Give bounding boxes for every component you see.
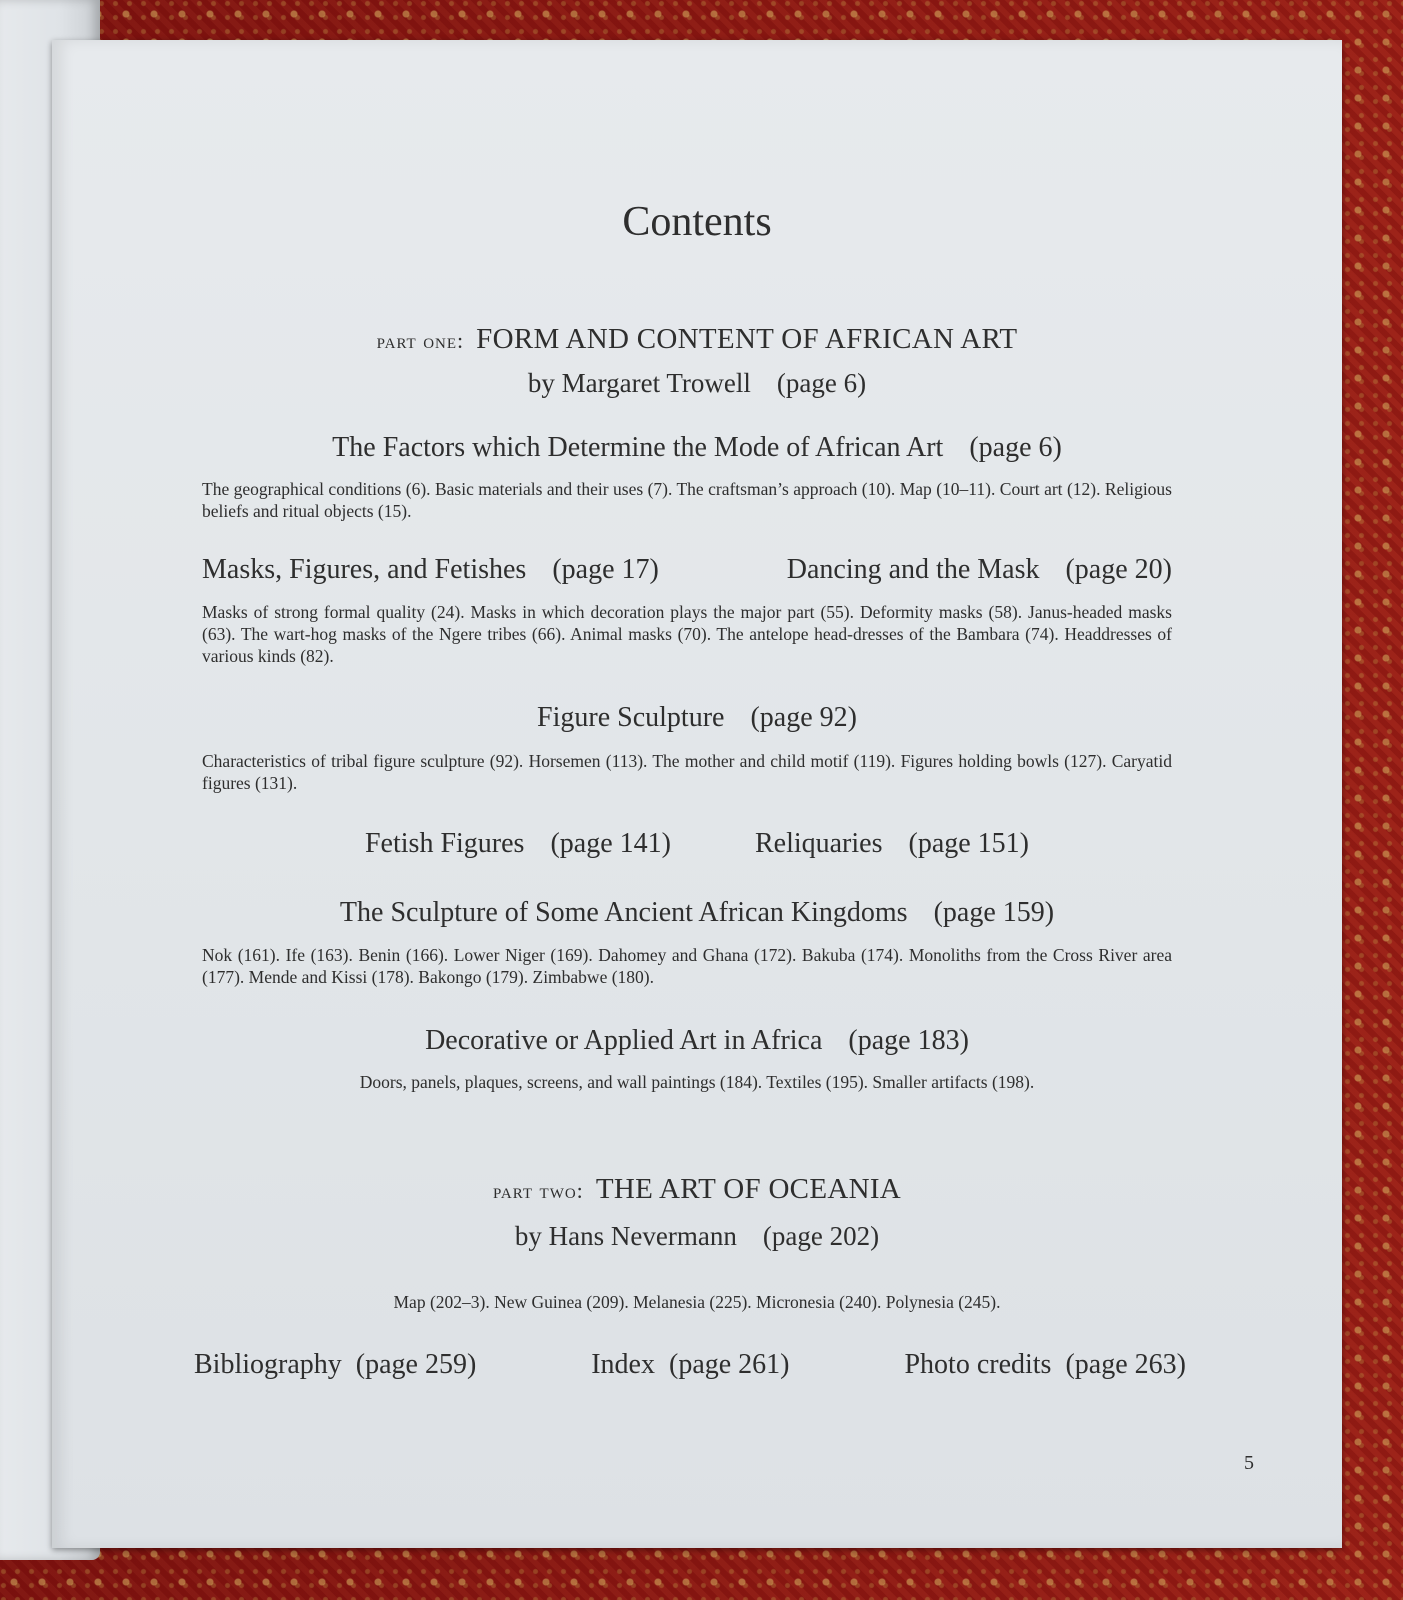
section-reliquaries-title: Reliquaries: [754, 828, 883, 859]
section-decorative-details: Doors, panels, plaques, screens, and wall paintings (184). Textiles (195). Smaller artifacts (198).: [359, 1072, 1035, 1092]
section-fetish-heading: [52, 828, 1342, 860]
part-one-page: (page 6): [776, 368, 867, 398]
section-fetish-page: (page 141): [550, 828, 671, 859]
part-one-label: part one:: [376, 328, 465, 353]
section-factors-title: The Factors which Determine the Mode of African Art: [332, 432, 944, 463]
part-two-byline: [52, 1221, 1342, 1252]
page-number: 5: [1244, 1452, 1254, 1474]
part-two-heading: [52, 1173, 1342, 1206]
section-decorative-page: (page 183): [848, 1025, 969, 1056]
part-one-title: FORM AND CONTENT OF AFRICAN ART: [476, 323, 1018, 355]
section-masks-title: Masks, Figures, and Fetishes: [202, 554, 527, 585]
section-kingdoms-heading: [52, 897, 1342, 929]
section-figure-details: Characteristics of tribal figure sculpture (92). Horsemen (113). The mother and child motif (119). Figures holding bowls (127). Caryatid figures (131).: [202, 751, 1172, 793]
bibliography-page: (page 259): [355, 1349, 477, 1380]
section-masks-details: Masks of strong formal quality (24). Masks in which decoration plays the major part (55). Deformity masks (58). Janus-headed masks (63). The wart-hog masks of the Ngere tribes (66). Animal masks (70). The antelope head-dresses of the Bambara (74). Headdresses of various kinds (82).: [202, 602, 1172, 666]
section-kingdoms-title: The Sculpture of Some Ancient African Kingdoms: [339, 897, 908, 928]
part-two-label: part two:: [492, 1178, 584, 1203]
photo-credits-label: Photo credits: [904, 1349, 1052, 1380]
section-masks-heading: [202, 554, 1172, 586]
section-fetish-title: Fetish Figures: [364, 828, 525, 859]
part-two-title: THE ART OF OCEANIA: [595, 1173, 902, 1205]
section-kingdoms-details: Nok (161). Ife (163). Benin (166). Lower Niger (169). Dahomey and Ghana (172). Bakuba (174). Monoliths from the Cross River area (177). Mende and Kissi (178). Bakongo (179). Zimbabwe (180).: [202, 945, 1172, 987]
section-figure-heading: [52, 702, 1342, 734]
section-reliquaries-page: (page 151): [908, 828, 1030, 859]
bibliography-label: Bibliography: [194, 1349, 342, 1380]
part-one-author: by Margaret Trowell: [527, 368, 751, 398]
part-two-details: Map (202–3). New Guinea (209). Melanesia (225). Micronesia (240). Polynesia (245).: [393, 1292, 1001, 1312]
section-figure-page: (page 92): [750, 702, 857, 733]
index-label: Index: [591, 1349, 655, 1380]
back-matter-line: [194, 1349, 1186, 1381]
section-kingdoms-page: (page 159): [933, 897, 1055, 928]
part-two-page: (page 202): [762, 1221, 880, 1251]
photo-credits-page: (page 263): [1065, 1349, 1186, 1380]
part-one-heading: [52, 323, 1342, 356]
contents-page: [52, 40, 1342, 1548]
section-factors-details: The geographical conditions (6). Basic materials and their uses (7). The craftsman’s approach (10). Map (10–11). Court art (12). Religious beliefs and ritual objects (15).: [202, 479, 1172, 521]
section-dancing-page: (page 20): [1065, 554, 1172, 585]
page-title: Contents: [622, 199, 772, 245]
section-dancing-title: Dancing and the Mask: [786, 554, 1040, 585]
section-factors-page: (page 6): [969, 432, 1062, 463]
section-decorative-heading: [52, 1025, 1342, 1057]
index-page: (page 261): [669, 1349, 790, 1380]
part-two-author: by Hans Nevermann: [514, 1221, 737, 1251]
section-decorative-title: Decorative or Applied Art in Africa: [425, 1025, 823, 1056]
section-masks-page: (page 17): [552, 554, 659, 585]
section-factors-heading: [52, 432, 1342, 464]
section-figure-title: Figure Sculpture: [537, 702, 725, 733]
part-one-byline: [52, 368, 1342, 399]
